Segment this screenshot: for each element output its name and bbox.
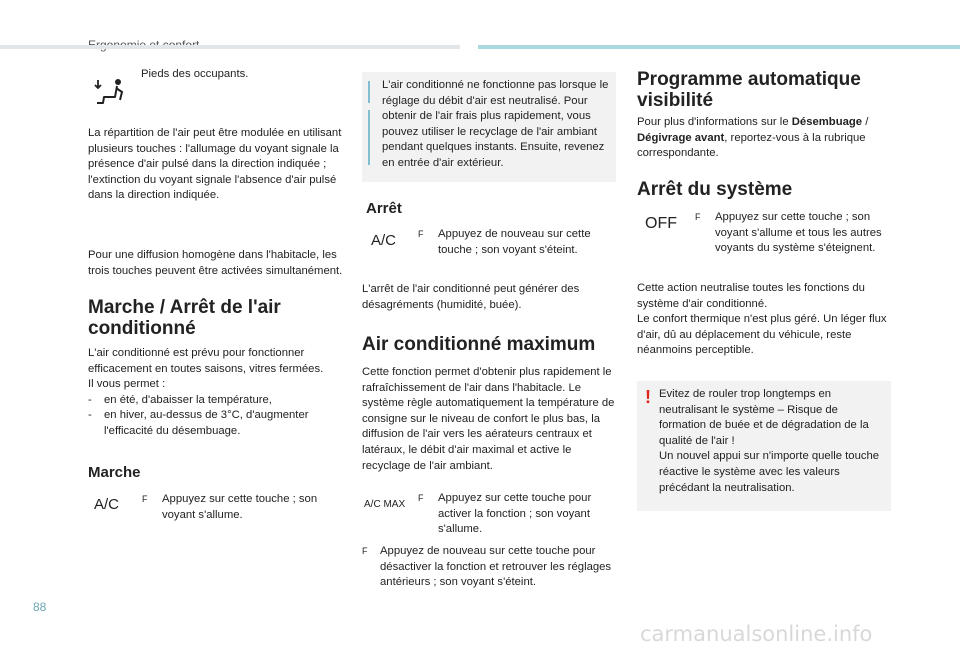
desembuage-term: Désembuage (791, 116, 863, 128)
info-icon (368, 81, 370, 103)
arret-instruction-text: Appuyez de nouveau sur cette touche ; son voyant s'éteint. (438, 228, 591, 256)
col3-paragraph-1-text-a: Pour plus d'informations sur le (637, 116, 792, 128)
info-note (362, 72, 616, 182)
watermark: carmanualsonline.info (640, 622, 873, 646)
info-note-text: L'air conditionné ne fonctionne pas lorsque le réglage du débit d'air est neutralisé. Pour obtenir de l'air frais plus rapidement, vous pouvez utiliser le recyclage de l'air ambiant pendant quelques instants. Ensuite, revenez en entrée d'air extérieur. (382, 79, 609, 169)
list-item-text: en été, d'abaisser la température, (104, 393, 272, 406)
feet-airflow-icon (94, 78, 128, 108)
col1-paragraph-2: Pour une diffusion homogène dans l'habitacle, les trois touches peuvent être activées simultanément. (88, 249, 343, 277)
col1-paragraph-1: La répartition de l'air peut être modulée en utilisant plusieurs touches : l'allumage du voyant signale la présence d'air pulsé dans la direction indiquée ; l'extinction du voyant signale l'absence d'air pulsé dans la direction indiquée. (88, 127, 342, 202)
ac-max-key-label: A/C MAX (364, 499, 406, 510)
ac-key-label: A/C (94, 496, 120, 513)
list-item: - en été, d'abaisser la température, (88, 393, 350, 409)
list-item-text: en hiver, au-dessus de 3°C, d'augmenter l'efficacité du désembuage. (104, 409, 309, 437)
heading-programme-visibilite: Programme automatique visibilité (637, 69, 861, 111)
bullet-icon: F (362, 546, 368, 556)
heading-air-max: Air conditionné maximum (362, 334, 596, 355)
col3-paragraph-2-text: Cette action neutralise toutes les fonctions du système d'air conditionné. (637, 282, 865, 310)
col1-paragraph-3b-text: Il vous permet : (88, 378, 166, 391)
warning-text (659, 387, 887, 496)
bullet-icon: F (142, 494, 148, 504)
col3-paragraph-1-text-e: , reportez-vous à la rubrique correspondante. (637, 131, 866, 160)
feet-label: Pieds des occupants. (141, 68, 249, 80)
header-bar-left (0, 45, 460, 49)
col2-paragraph-2: Cette fonction permet d'obtenir plus rapidement le rafraîchissement de l'air dans l'habitacle. Le système règle automatiquement la température de consigne sur le niveau de confort le plus bas, la diffusion de l'air vers les aérateurs centraux et latéraux, le débit d'air maximal et active le recyclage de l'air ambiant. (362, 366, 615, 472)
info-bar (368, 110, 370, 165)
subheading-arret: Arrêt (366, 200, 402, 217)
warning-text-1: Evitez de rouler trop longtemps en neutralisant le système – Risque de formation de buée et de dégradation de la qualité de l'air ! (659, 388, 869, 447)
warning-note (637, 381, 891, 511)
header-bar-right (478, 45, 960, 49)
col3-paragraph-2b-text: Le confort thermique n'est plus géré. Un léger flux d'air, dû au déplacement du véhicule, reste néanmoins perceptible. (637, 313, 887, 357)
col1-paragraph-3 (88, 346, 350, 440)
arret-instruction (418, 227, 618, 258)
list-item: - en hiver, au-dessus de 3°C, d'augmenter l'efficacité du désembuage. (88, 408, 350, 439)
degivrage-term: Dégivrage avant (637, 131, 725, 144)
bullet-icon: F (695, 212, 701, 222)
col2-paragraph-1: L'arrêt de l'air conditionné peut générer des désagréments (humidité, buée). (362, 283, 580, 311)
off-key-label: OFF (645, 215, 677, 232)
col1-paragraph-3-text: L'air conditionné est prévu pour fonctionner efficacement en toutes saisons, vitres fermées. (88, 347, 324, 375)
col3-paragraph-2 (637, 281, 895, 359)
col3-paragraph-1 (637, 115, 897, 162)
air-max-instruction-2-text: Appuyez de nouveau sur cette touche pour désactiver la fonction et retrouver les réglages antérieurs ; son voyant s'éteint. (380, 545, 612, 589)
air-max-instruction-text: Appuyez sur cette touche pour activer la fonction ; son voyant s'allume. (438, 492, 592, 536)
off-instruction-text: Appuyez sur cette touche ; son voyant s'allume et tous les autres voyants du système s'éteignent. (715, 211, 882, 255)
heading-marche-arret: Marche / Arrêt de l'air conditionné (88, 297, 281, 339)
air-max-instruction-2 (362, 544, 617, 591)
col3-paragraph-1-sep: / (862, 116, 869, 128)
air-max-instruction (418, 491, 618, 538)
warning-text-2: Un nouvel appui sur n'importe quelle touche réactive le système avec les valeurs précédant la neutralisation. (659, 450, 880, 494)
subheading-marche: Marche (88, 464, 141, 481)
off-instruction (695, 210, 895, 257)
page-number: 88 (33, 600, 47, 614)
ac-key-label-off: A/C (371, 232, 397, 249)
warning-icon: ! (645, 387, 651, 407)
bullet-icon: F (418, 493, 424, 503)
heading-arret-systeme: Arrêt du système (637, 179, 793, 200)
marche-instruction (142, 492, 342, 523)
bullet-icon: F (418, 229, 424, 239)
marche-instruction-text: Appuyez sur cette touche ; son voyant s'allume. (162, 493, 318, 521)
